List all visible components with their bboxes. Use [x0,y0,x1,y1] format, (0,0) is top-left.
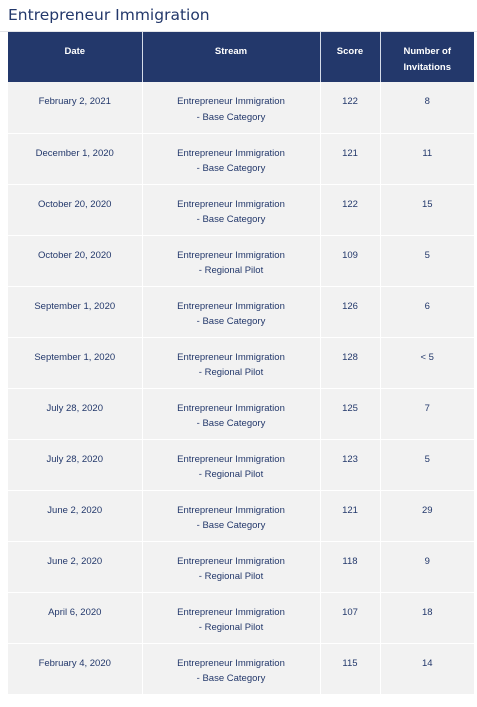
cell-stream [142,592,320,643]
cell-date: April 6, 2020 [8,592,142,643]
cell-stream-line2: - Base Category [196,520,266,531]
cell-date: February 4, 2020 [8,643,142,694]
cell-date: October 20, 2020 [8,184,142,235]
column-header-invitations-line2: Invitations [403,62,451,73]
cell-date: July 28, 2020 [8,439,142,490]
table-body [8,82,474,694]
cell-stream-line1: Entrepreneur Immigration [177,453,285,465]
cell-invitations: 5 [380,235,474,286]
cell-score: 107 [320,592,380,643]
cell-stream-line1: Entrepreneur Immigration [177,555,285,567]
cell-stream [142,235,320,286]
cell-stream-line1: Entrepreneur Immigration [177,657,285,669]
table-row [8,439,474,490]
cell-score: 122 [320,82,380,133]
cell-invitations: 6 [380,286,474,337]
table-header-row [8,32,474,82]
cell-invitations: 9 [380,541,474,592]
page-title: Entrepreneur Immigration [8,6,210,24]
table-row [8,592,474,643]
cell-stream-line1: Entrepreneur Immigration [177,249,285,261]
cell-score: 126 [320,286,380,337]
cell-score: 128 [320,337,380,388]
table-row [8,286,474,337]
cell-stream [142,490,320,541]
table-row [8,82,474,133]
cell-stream-line1: Entrepreneur Immigration [177,504,285,516]
cell-stream-line2: - Base Category [196,214,266,225]
cell-date: September 1, 2020 [8,337,142,388]
cell-stream-line1: Entrepreneur Immigration [177,147,285,159]
cell-stream [142,439,320,490]
cell-stream-line2: - Regional Pilot [198,622,264,633]
cell-date: December 1, 2020 [8,133,142,184]
cell-invitations: 8 [380,82,474,133]
cell-invitations: 18 [380,592,474,643]
cell-stream-line2: - Regional Pilot [198,367,264,378]
cell-stream [142,643,320,694]
table-row [8,337,474,388]
column-header-stream: Stream [142,32,320,82]
cell-stream [142,82,320,133]
cell-stream-line1: Entrepreneur Immigration [177,96,285,107]
cell-stream-line1: Entrepreneur Immigration [177,300,285,312]
cell-stream-line2: - Base Category [196,418,266,429]
table-row [8,643,474,694]
table-row [8,541,474,592]
cell-score: 118 [320,541,380,592]
cell-stream-line1: Entrepreneur Immigration [177,198,285,210]
column-header-date: Date [8,32,142,82]
cell-stream-line1: Entrepreneur Immigration [177,606,285,618]
cell-score: 121 [320,133,380,184]
table-row [8,388,474,439]
cell-stream-line1: Entrepreneur Immigration [177,351,285,363]
table-row [8,184,474,235]
cell-invitations: 15 [380,184,474,235]
cell-stream [142,286,320,337]
cell-score: 109 [320,235,380,286]
cell-date: February 2, 2021 [8,82,142,133]
cell-score: 122 [320,184,380,235]
cell-stream-line2: - Base Category [196,163,266,174]
cell-stream [142,337,320,388]
cell-stream-line2: - Regional Pilot [198,571,264,582]
cell-stream [142,184,320,235]
cell-invitations: < 5 [380,337,474,388]
cell-score: 121 [320,490,380,541]
cell-invitations: 7 [380,388,474,439]
cell-date: July 28, 2020 [8,388,142,439]
cell-stream [142,388,320,439]
column-header-invitations-line1: Number of [403,46,451,57]
table-row [8,133,474,184]
cell-date: June 2, 2020 [8,541,142,592]
cell-stream-line2: - Regional Pilot [198,265,264,276]
cell-stream [142,541,320,592]
cell-invitations: 14 [380,643,474,694]
draw-results-table [8,32,474,695]
cell-date: October 20, 2020 [8,235,142,286]
cell-stream-line2: - Base Category [196,111,266,123]
cell-stream-line2: - Base Category [196,673,266,684]
cell-stream-line1: Entrepreneur Immigration [177,402,285,414]
cell-stream-line2: - Regional Pilot [198,469,264,480]
cell-date: September 1, 2020 [8,286,142,337]
table-row [8,490,474,541]
cell-date: June 2, 2020 [8,490,142,541]
table-row [8,235,474,286]
cell-score: 125 [320,388,380,439]
cell-invitations: 5 [380,439,474,490]
title-bar [0,0,477,32]
cell-stream [142,133,320,184]
column-header-invitations [380,32,474,82]
cell-score: 123 [320,439,380,490]
cell-stream-line2: - Base Category [196,316,266,327]
cell-invitations: 29 [380,490,474,541]
column-header-score: Score [320,32,380,82]
cell-invitations: 11 [380,133,474,184]
cell-score: 115 [320,643,380,694]
